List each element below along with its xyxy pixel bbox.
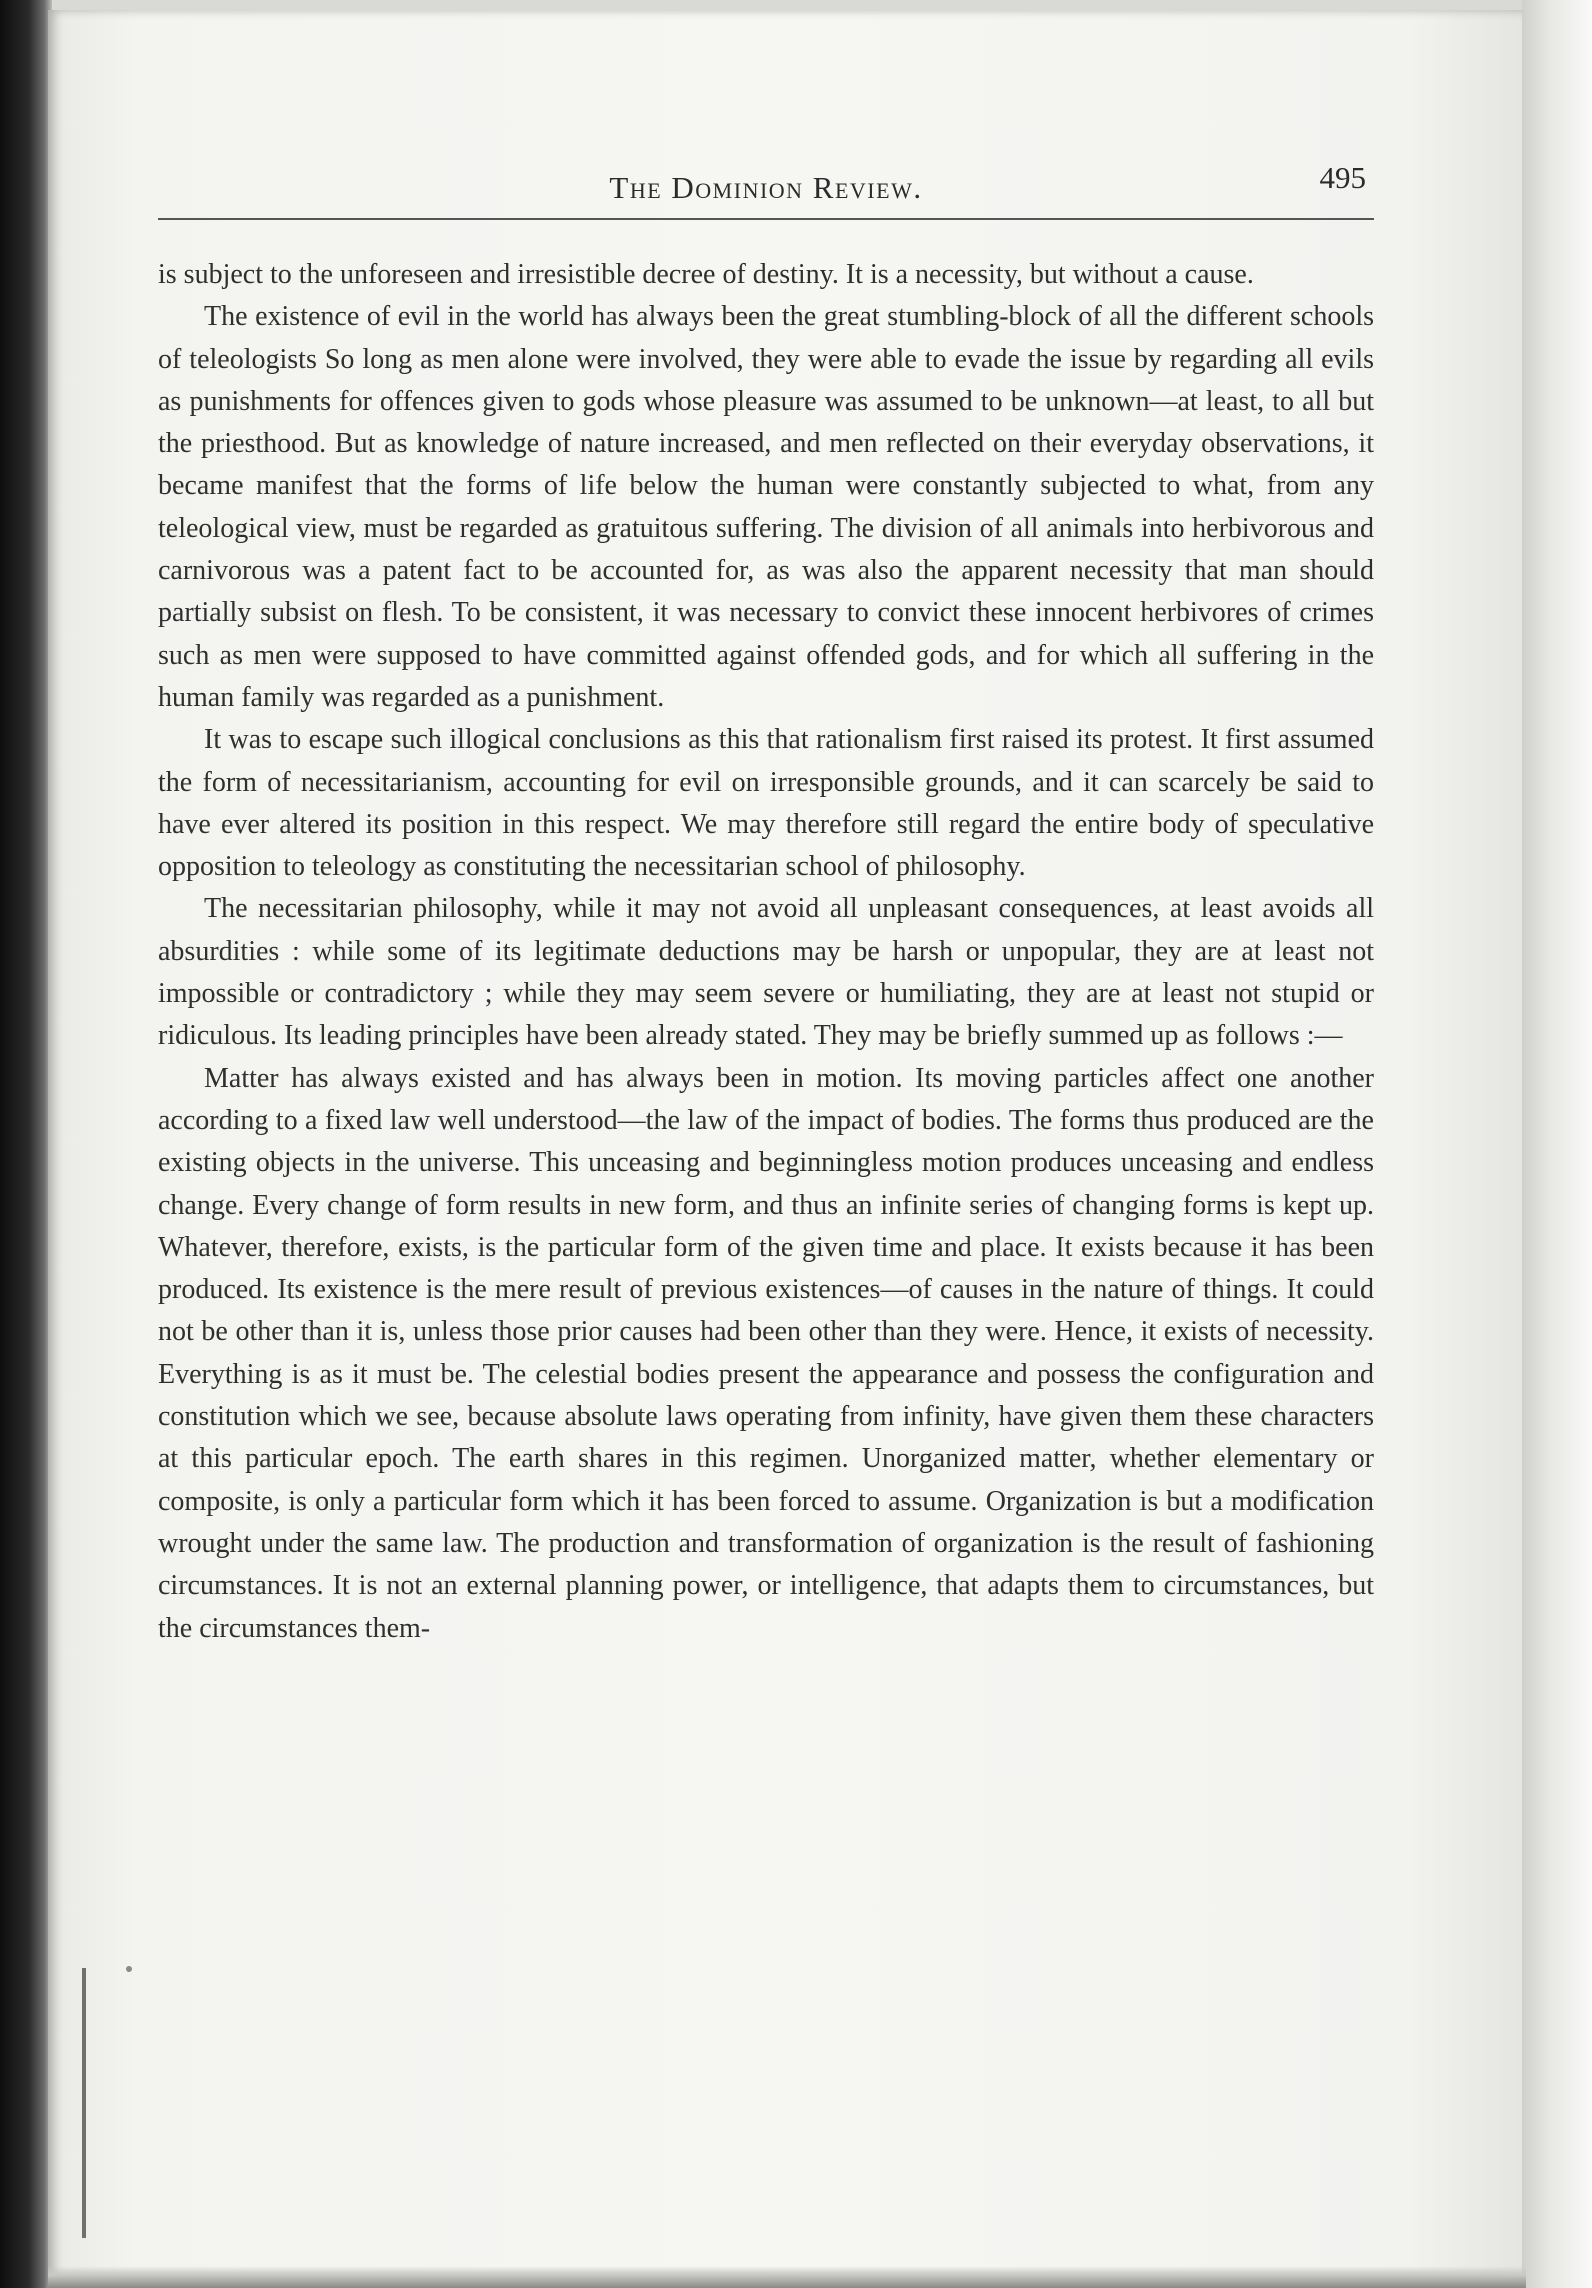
running-head [158,158,1374,218]
scan-artifact-dot [126,1966,132,1972]
article-body [158,254,1374,1650]
page-right-margin-edge [1522,0,1592,2288]
paragraph: It was to escape such illogical conclusions as this that rationalism first raised its protest. It first assumed the form of necessitarianism, accounting for evil on irresponsible grounds, and it can scarcely be said to have ever altered its position in this respect. We may therefore still regard the entire body of speculative opposition to teleology as constituting the necessitarian school of philosophy. [158,724,1374,883]
paragraph: The existence of evil in the world has always been the great stumbling-block of all the different schools of teleologists So long as men alone were involved, they were able to evade the issue by regarding all evils as punishments for offences given to gods whose pleasure was assumed to be unknown—at least, to all but the priesthood. But as knowledge of nature increased, and men reflected on their everyday observations, it became manifest that the forms of life below the human were constantly subjected to what, from any teleological view, must be regarded as gratuitous suffering. The division of all animals into herbivorous and carnivorous was a patent fact to be accounted for, as was also the apparent necessity that man should partially subsist on flesh. To be consistent, it was necessary to convict these innocent herbivores of crimes such as men were supposed to have committed against offended gods, and for which all suffering in the human family was regarded as a punishment. [158,301,1374,713]
scan-artifact-line [82,1968,86,2238]
paragraph: The necessitarian philosophy, while it may not avoid all unpleasant consequences, at least avoids all absurdities : while some of its legitimate deductions may be harsh or unpopular, they are at least not impossible or contradictory ; while they may seem severe or humiliating, they are at least not stupid or ridiculous. Its leading principles have been already stated. They may be briefly summed up as follows :— [158,893,1374,1052]
page-bottom-edge [48,2266,1526,2288]
book-binding-edge [0,0,52,2288]
header-rule [158,218,1374,220]
page-number: 495 [1319,160,1366,195]
paragraph-continued: is subject to the unforeseen and irresistible decree of destiny. It is a necessity, but without a cause. [158,259,1254,290]
journal-title: The Dominion Review. [609,170,923,205]
paragraph: Matter has always existed and has always been in motion. Its moving particles affect one another according to a fixed law well understood—the law of the impact of bodies. The forms thus produced are the existing objects in the universe. This unceasing and beginningless motion produces unceasing and endless change. Every change of form results in new form, and thus an infinite series of changing forms is kept up. Whatever, therefore, exists, is the particular form of the given time and place. It exists because it has been produced. Its existence is the mere result of previous existences—of causes in the nature of things. It could not be other than it is, unless those prior causes had been other than they were. Hence, it exists of necessity. Everything is as it must be. The celestial bodies present the appearance and possess the configuration and constitution which we see, because absolute laws operating from infinity, have given them these characters at this particular epoch. The earth shares in this regimen. Unorganized matter, whether elementary or composite, is only a particular form which it has been forced to assume. Organization is but a modification wrought under the same law. The production and transformation of organization is the result of fashioning circumstances. It is not an external planning power, or intelligence, that adapts them to circumstances, but the circumstances them- [158,1062,1374,1644]
